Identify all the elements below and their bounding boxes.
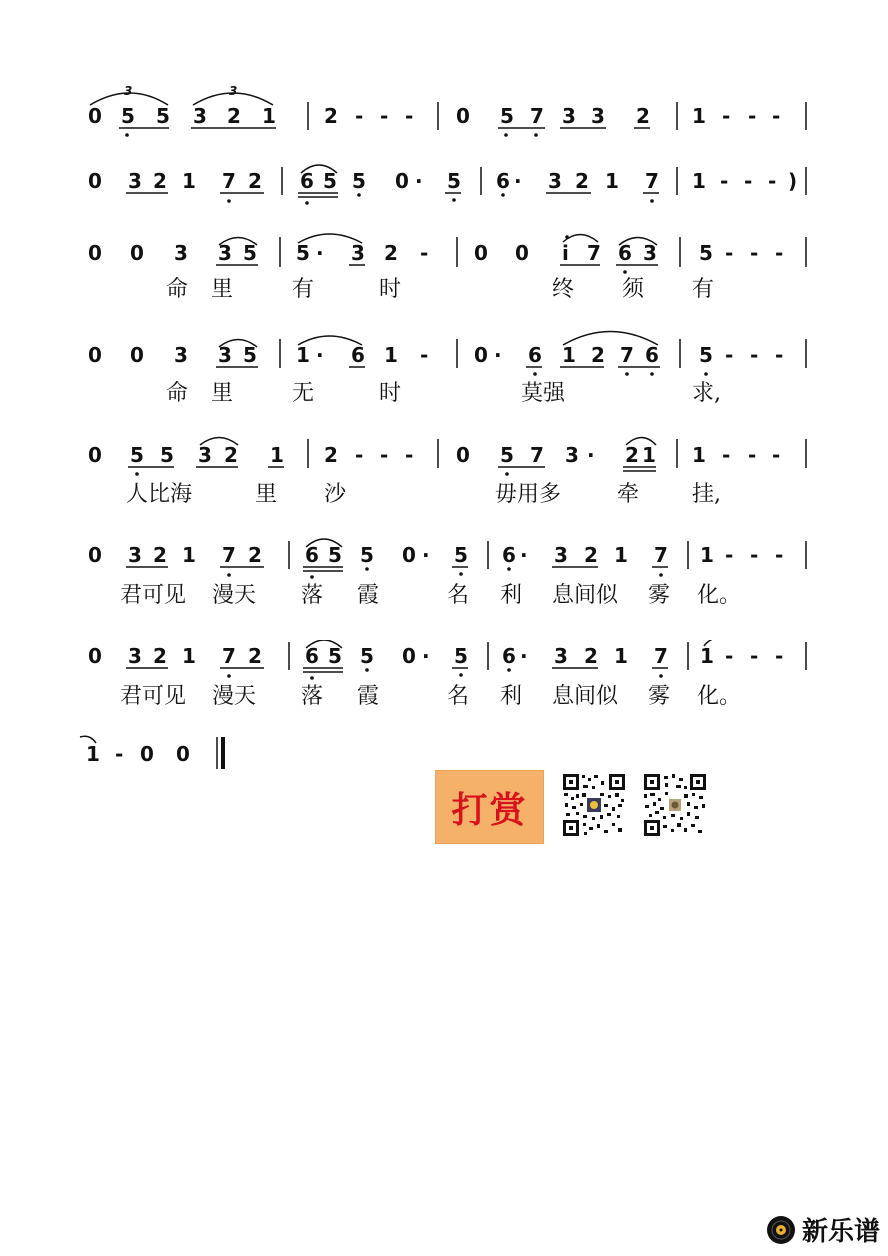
note: 2 xyxy=(227,104,241,128)
lyric: 有 xyxy=(292,277,315,302)
note: 1 xyxy=(692,104,706,128)
note: 0 xyxy=(456,104,470,128)
note: 2 xyxy=(575,169,589,193)
note: 0 xyxy=(88,443,102,467)
note: - xyxy=(775,241,784,265)
lyric: 求, xyxy=(692,381,721,406)
vinyl-record-icon xyxy=(766,1215,796,1245)
reward-button[interactable] xyxy=(435,770,544,844)
note: 6 xyxy=(351,343,365,367)
lyric: 须 xyxy=(622,277,645,302)
note: 5 xyxy=(699,241,713,265)
note: 5 xyxy=(328,644,342,668)
note: 5 xyxy=(130,443,144,467)
lyric: 终 xyxy=(552,277,575,302)
lyric: 利 xyxy=(500,684,523,709)
note: - xyxy=(420,241,429,265)
lyric: 落 xyxy=(301,583,324,608)
note: 7 xyxy=(654,644,668,668)
note: 1 xyxy=(692,169,706,193)
note: 3 xyxy=(174,343,188,367)
note: · xyxy=(520,644,528,668)
note: 5 xyxy=(323,169,337,193)
note: 2 xyxy=(248,644,262,668)
note: 3 xyxy=(591,104,605,128)
note: 7 xyxy=(645,169,659,193)
note: 6 xyxy=(305,543,319,567)
score-line-4 xyxy=(0,330,888,430)
lyric: 有 xyxy=(692,277,715,302)
note: - xyxy=(380,104,389,128)
note: 7 xyxy=(222,644,236,668)
note: - xyxy=(380,443,389,467)
note: 1 xyxy=(614,644,628,668)
note: - xyxy=(725,644,734,668)
note: - xyxy=(722,443,731,467)
note: 0 xyxy=(402,644,416,668)
note: 0 xyxy=(456,443,470,467)
note: 2 xyxy=(324,443,338,467)
note: 0 xyxy=(474,241,488,265)
lyric: 化。 xyxy=(697,583,742,608)
note: 0 xyxy=(88,241,102,265)
note: 1 xyxy=(270,443,284,467)
note: 6 xyxy=(502,543,516,567)
note: 1 xyxy=(182,169,196,193)
note: 5 xyxy=(360,644,374,668)
lyric: 牵 xyxy=(617,482,640,507)
qr-code-icon xyxy=(562,773,626,837)
note: 3 xyxy=(128,644,142,668)
note: - xyxy=(748,443,757,467)
note: - xyxy=(725,343,734,367)
note: 1 xyxy=(700,644,714,668)
lyric: 里 xyxy=(211,277,234,302)
note: 6 xyxy=(305,644,319,668)
lyric: 霞 xyxy=(357,684,380,709)
lyric: 挂, xyxy=(692,482,721,507)
note: i xyxy=(562,241,569,265)
note: 5 xyxy=(699,343,713,367)
lyric: 息间似 xyxy=(552,583,619,608)
note: 7 xyxy=(222,543,236,567)
note: 3 xyxy=(643,241,657,265)
note: 3 xyxy=(548,169,562,193)
lyric: 人比海 xyxy=(126,482,193,507)
lyric: 落 xyxy=(301,684,324,709)
note: 7 xyxy=(530,104,544,128)
lyric: 命 xyxy=(166,381,189,406)
note: 2 xyxy=(384,241,398,265)
note: 2 xyxy=(584,644,598,668)
lyric: 漫天 xyxy=(212,684,257,709)
note: - xyxy=(750,241,759,265)
note: - xyxy=(405,443,414,467)
lyric: 时 xyxy=(379,277,402,302)
note: 2 xyxy=(625,443,639,467)
note: 2 xyxy=(153,169,167,193)
note: - xyxy=(355,104,364,128)
note: 1 xyxy=(692,443,706,467)
lyric: 君可见 xyxy=(120,583,187,608)
lyric: 息间似 xyxy=(552,684,619,709)
note: 0 xyxy=(130,343,144,367)
lyric: 莫强 xyxy=(521,381,566,406)
note: 5 xyxy=(243,241,257,265)
note: 3 xyxy=(128,543,142,567)
note: 3 xyxy=(218,241,232,265)
note: 0 xyxy=(515,241,529,265)
note: 0 xyxy=(130,241,144,265)
note: 7 xyxy=(530,443,544,467)
note: 2 xyxy=(224,443,238,467)
note: - xyxy=(775,343,784,367)
lyric: 雾 xyxy=(648,583,671,608)
tuplet-mark: 3 xyxy=(229,84,238,98)
brand-logo xyxy=(766,1211,880,1248)
note: 2 xyxy=(248,543,262,567)
note: 5 xyxy=(454,644,468,668)
lyric: 君可见 xyxy=(120,684,187,709)
note: · xyxy=(422,644,430,668)
note: 6 xyxy=(618,241,632,265)
note: 1 xyxy=(182,644,196,668)
note: 3 xyxy=(218,343,232,367)
note: - xyxy=(725,543,734,567)
note: 1 xyxy=(614,543,628,567)
note: 7 xyxy=(222,169,236,193)
lyric: 毋用多 xyxy=(495,482,562,507)
note: · xyxy=(520,543,528,567)
note: 0 xyxy=(474,343,488,367)
note: - xyxy=(750,343,759,367)
note: 1 xyxy=(562,343,576,367)
note: 3 xyxy=(554,543,568,567)
note: 3 xyxy=(565,443,579,467)
note: 0 xyxy=(140,742,154,766)
note: 3 xyxy=(562,104,576,128)
note: 6 xyxy=(528,343,542,367)
lyric: 无 xyxy=(292,381,315,406)
note: 6 xyxy=(502,644,516,668)
note: · xyxy=(316,343,324,367)
note: 1 xyxy=(384,343,398,367)
note: 5 xyxy=(328,543,342,567)
note: 3 xyxy=(554,644,568,668)
tuplet-mark: 3 xyxy=(124,84,133,98)
note: 5 xyxy=(500,104,514,128)
lyric: 沙 xyxy=(324,482,347,507)
lyric: 名 xyxy=(447,684,470,709)
note: 1 xyxy=(296,343,310,367)
note: 5 xyxy=(156,104,170,128)
note: - xyxy=(772,443,781,467)
note: - xyxy=(720,169,729,193)
note: 1 xyxy=(605,169,619,193)
note: - xyxy=(775,543,784,567)
note: 3 xyxy=(198,443,212,467)
note: - xyxy=(750,644,759,668)
note: 2 xyxy=(584,543,598,567)
lyric: 时 xyxy=(379,381,402,406)
note: 6 xyxy=(645,343,659,367)
note: 2 xyxy=(636,104,650,128)
note: - xyxy=(405,104,414,128)
note: 5 xyxy=(121,104,135,128)
note: 2 xyxy=(591,343,605,367)
note: - xyxy=(750,543,759,567)
note: 0 xyxy=(88,543,102,567)
brand-name: 新乐谱 xyxy=(801,1217,880,1247)
lyric: 命 xyxy=(166,277,189,302)
note: 0 xyxy=(395,169,409,193)
lyric: 利 xyxy=(500,583,523,608)
note: - xyxy=(772,104,781,128)
qr-code-icon xyxy=(643,773,707,837)
note: 5 xyxy=(160,443,174,467)
note: 0 xyxy=(176,742,190,766)
note: 6 xyxy=(300,169,314,193)
note: 2 xyxy=(248,169,262,193)
note: - xyxy=(115,742,124,766)
note: 1 xyxy=(182,543,196,567)
note: 2 xyxy=(153,644,167,668)
note: 5 xyxy=(352,169,366,193)
note: - xyxy=(355,443,364,467)
note: - xyxy=(768,169,777,193)
note: · xyxy=(587,443,595,467)
note: 3 xyxy=(174,241,188,265)
note: - xyxy=(722,104,731,128)
note: 0 xyxy=(88,343,102,367)
note: 0 xyxy=(88,644,102,668)
note: 3 xyxy=(128,169,142,193)
note: 7 xyxy=(587,241,601,265)
lyric: 漫天 xyxy=(212,583,257,608)
note: 3 xyxy=(193,104,207,128)
note: · xyxy=(415,169,423,193)
note: 1 xyxy=(262,104,276,128)
note: - xyxy=(748,104,757,128)
note: 0 xyxy=(88,104,102,128)
lyric: 名 xyxy=(447,583,470,608)
note: · xyxy=(514,169,522,193)
note: 0 xyxy=(88,169,102,193)
note: · xyxy=(494,343,502,367)
note: - xyxy=(725,241,734,265)
note: - xyxy=(775,644,784,668)
note: 5 xyxy=(447,169,461,193)
note: · xyxy=(422,543,430,567)
note: 3 xyxy=(351,241,365,265)
note: 7 xyxy=(654,543,668,567)
note: 5 xyxy=(296,241,310,265)
note: 5 xyxy=(454,543,468,567)
note: 0 xyxy=(402,543,416,567)
note: 6 xyxy=(496,169,510,193)
lyric: 霞 xyxy=(357,583,380,608)
note: 5 xyxy=(243,343,257,367)
lyric: 里 xyxy=(211,381,234,406)
note: - xyxy=(744,169,753,193)
lyric: 雾 xyxy=(648,684,671,709)
score-line-3 xyxy=(0,225,888,325)
note: 1 xyxy=(642,443,656,467)
note: 7 xyxy=(620,343,634,367)
note: - xyxy=(420,343,429,367)
note: ) xyxy=(788,169,798,193)
note: 5 xyxy=(360,543,374,567)
note: 1 xyxy=(700,543,714,567)
note: 1 xyxy=(86,742,100,766)
lyric: 里 xyxy=(255,482,278,507)
note: 2 xyxy=(324,104,338,128)
note: 2 xyxy=(153,543,167,567)
reward-label: 打赏 xyxy=(451,789,528,831)
note: · xyxy=(316,241,324,265)
note: 5 xyxy=(500,443,514,467)
lyric: 化。 xyxy=(697,684,742,709)
